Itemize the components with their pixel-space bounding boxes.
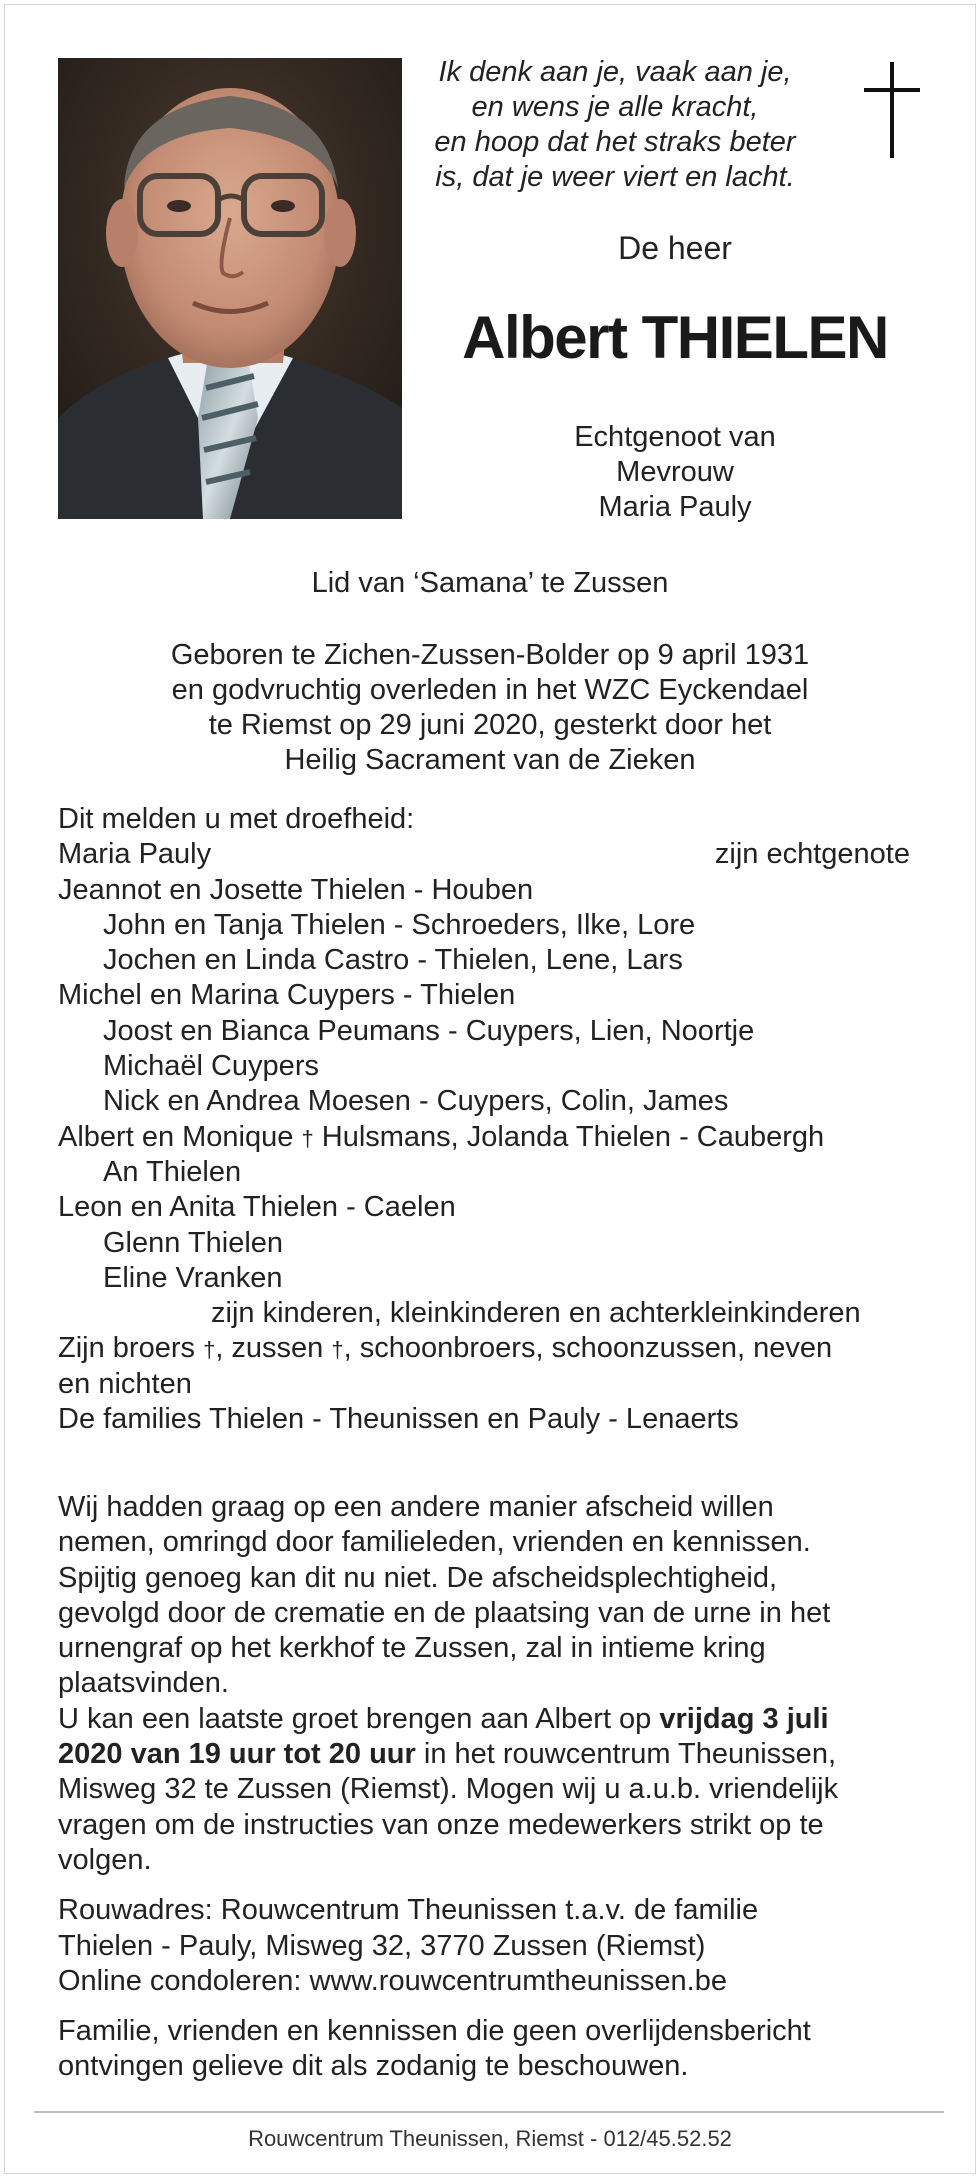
family-announcement	[58, 802, 938, 1437]
birth-line: Geboren te Zichen-Zussen-Bolder op 9 april 1931	[170, 639, 810, 671]
spouse-role: zijn echtgenote	[714, 838, 910, 871]
deceased-cross-icon: †	[331, 1337, 344, 1363]
birth-line: Heilig Sacrament van de Zieken	[284, 744, 696, 776]
visit-line: Misweg 32 te Zussen (Riemst). Mogen wij u a.u.b. vriendelijk	[58, 1773, 839, 1806]
deceased-name: Albert THIELEN	[462, 304, 888, 371]
deceased-cross-icon: †	[203, 1337, 216, 1363]
message-line: urnengraf op het kerkhof te Zussen, zal in intieme kring	[58, 1632, 766, 1665]
condolence-link[interactable]: Online condoleren: www.rouwcentrumtheunissen.be	[58, 1964, 727, 1997]
closing-line: Familie, vrienden en kennissen die geen overlijdensbericht	[58, 2015, 811, 2048]
visit-date: vrijdag 3 juli	[659, 1702, 829, 1735]
salutation: De heer	[618, 230, 732, 266]
address-line: Thielen - Pauly, Misweg 32, 3770 Zussen (Riemst)	[58, 1929, 706, 1962]
visit-line	[58, 1702, 918, 1737]
portrait-illustration	[58, 58, 402, 519]
poem-line: en hoop dat het straks beter	[434, 126, 796, 158]
siblings-text: Zijn broers	[58, 1332, 195, 1365]
message-line: plaatsvinden.	[58, 1667, 229, 1700]
siblings-text: , schoonbroers, schoonzussen, neven	[343, 1332, 833, 1365]
visit-time: 2020 van 19 uur tot 20 uur	[58, 1738, 416, 1771]
visit-text: U kan een laatste groet brengen aan Albert op	[58, 1702, 660, 1735]
family-line: Jeannot en Josette Thielen - Houben	[58, 873, 534, 906]
farewell-message	[58, 1490, 918, 2085]
spouse-line: Echtgenoot van	[574, 421, 776, 453]
family-line: Leon en Anita Thielen - Caelen	[58, 1191, 456, 1224]
message-line: gevolgd door de crematie en de plaatsing van de urne in het	[58, 1596, 831, 1629]
announcement-intro: Dit melden u met droefheid:	[58, 803, 415, 835]
family-line: Michel en Marina Cuypers - Thielen	[58, 979, 516, 1012]
birth-death-info	[100, 638, 880, 778]
closing-line: ontvingen gelieve dit als zodanig te beschouwen.	[58, 2050, 689, 2083]
footer-text: Rouwcentrum Theunissen, Riemst - 012/45.52.52	[248, 2126, 732, 2151]
poem-line: en wens je alle kracht,	[471, 91, 759, 123]
message-line: Wij hadden graag op een andere manier afscheid willen	[58, 1491, 774, 1523]
portrait-photo	[58, 58, 402, 519]
visit-line	[58, 1737, 918, 1772]
spouse-line: Maria Pauly	[598, 491, 752, 523]
membership-line: Lid van ‘Samana’ te Zussen	[311, 567, 669, 599]
address-line: Rouwadres: Rouwcentrum Theunissen t.a.v. de familie	[58, 1894, 759, 1927]
visit-line: volgen.	[58, 1843, 152, 1876]
family-line: An Thielen	[103, 1155, 242, 1188]
footer-divider	[34, 2111, 944, 2113]
family-line: Joost en Bianca Peumans - Cuypers, Lien, Noortje	[103, 1014, 755, 1047]
deceased-cross-icon: †	[301, 1125, 314, 1151]
latin-cross-icon	[864, 62, 920, 158]
visit-line: vragen om de instructies van onze medewerkers strikt op te	[58, 1808, 824, 1841]
spouse-row	[58, 837, 938, 872]
family-line	[58, 1120, 938, 1155]
spouse-info	[520, 420, 830, 525]
siblings-line	[58, 1331, 938, 1366]
birth-line: te Riemst op 29 juni 2020, gesterkt door het	[208, 709, 772, 741]
family-line: Nick en Andrea Moesen - Cuypers, Colin, James	[103, 1085, 729, 1118]
family-text: Hulsmans, Jolanda Thielen - Caubergh	[321, 1120, 825, 1153]
birth-line: en godvruchtig overleden in het WZC Eyckendael	[171, 674, 809, 706]
siblings-text: , zussen	[215, 1332, 324, 1365]
families-line: De families Thielen - Theunissen en Pauly - Lenaerts	[58, 1403, 739, 1436]
visit-text: in het rouwcentrum Theunissen,	[415, 1738, 837, 1771]
family-line: Glenn Thielen	[103, 1226, 284, 1259]
message-line: nemen, omringd door familieleden, vrienden en kennissen.	[58, 1526, 811, 1559]
family-line: Jochen en Linda Castro - Thielen, Lene, Lars	[103, 944, 683, 977]
children-label: zijn kinderen, kleinkinderen en achterkleinkinderen	[211, 1297, 861, 1330]
family-line: Michaël Cuypers	[103, 1050, 319, 1083]
memorial-poem	[415, 55, 815, 195]
siblings-line: en nichten	[58, 1367, 192, 1400]
family-text: Albert en Monique	[58, 1120, 294, 1153]
poem-line: Ik denk aan je, vaak aan je,	[438, 56, 792, 88]
spouse-line: Mevrouw	[616, 456, 734, 488]
message-line: Spijtig genoeg kan dit nu niet. De afscheidsplechtigheid,	[58, 1561, 778, 1594]
spouse-name: Maria Pauly	[58, 838, 212, 871]
poem-line: is, dat je weer viert en lacht.	[435, 161, 795, 193]
family-line: Eline Vranken	[103, 1261, 283, 1294]
family-line: John en Tanja Thielen - Schroeders, Ilke, Lore	[103, 908, 696, 941]
